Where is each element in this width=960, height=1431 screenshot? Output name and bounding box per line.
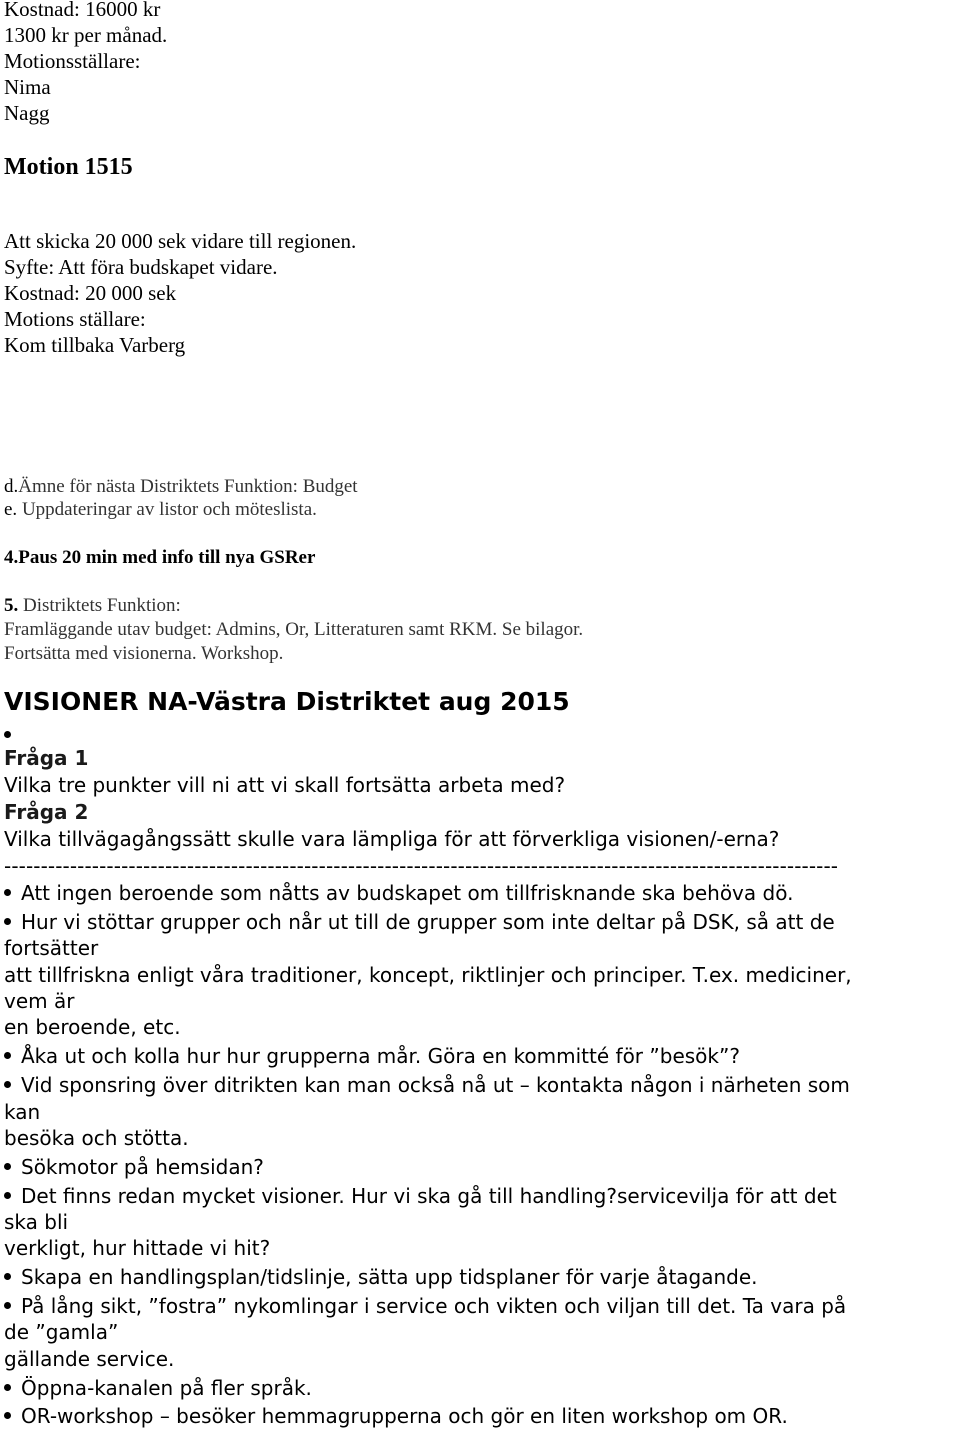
proposer-name-2: Nagg [4,101,50,125]
agenda-item-e-prefix: e. [4,499,18,520]
motion-line-1: Att skicka 20 000 sek vidare till regionen. [4,229,357,253]
list-item-continuation: en beroende, etc. [4,1015,181,1039]
agenda-item-d-text: Ämne för nästa Distriktets Funktion: Budget [18,476,358,497]
motion-proposer-label: Motionsställare: [4,49,141,73]
question-2-label: Fråga 2 [4,800,89,824]
list-item-continuation: vem är [4,989,75,1013]
list-item-continuation: de ”gamla” [4,1320,119,1344]
agenda-item-5-line-3: Fortsätta med visionerna. Workshop. [4,643,284,664]
list-item-continuation: verkligt, hur hittade vi hit? [4,1236,271,1260]
agenda-item-e-text: Uppdateringar av listor och möteslista. [17,499,317,520]
list-item [4,1183,837,1209]
list-item-text: Skapa en handlingsplan/tidslinje, sätta upp tidsplaner för varje åtagande. [21,1265,758,1289]
bullet-icon [4,1302,11,1309]
list-item-continuation: att tillfriskna enligt våra traditioner, koncept, riktlinjer och principer. T.ex. mediciner, [4,963,852,987]
list-item [4,1072,850,1098]
agenda-item-4: 4.Paus 20 min med info till nya GSRer [4,547,316,568]
monthly-line: 1300 kr per månad. [4,23,168,47]
bullet-icon [4,1273,11,1280]
list-item-text: Det finns redan mycket visioner. Hur vi ska gå till handling?servicevilja för att det [21,1184,837,1208]
proposer-name: Nima [4,75,51,99]
bullet-icon [4,1384,11,1391]
bullet-icon [4,1412,11,1419]
agenda-item-d-prefix: d. [4,476,19,497]
list-item-continuation: kan [4,1100,41,1124]
list-item-text: På lång sikt, ”fostra” nykomlingar i service och vikten och viljan till det. Ta vara på [21,1294,847,1318]
list-item [4,1403,788,1429]
list-item [4,1154,264,1180]
bullet-icon [4,1052,11,1059]
agenda-item-5-text: Distriktets Funktion: [18,595,181,616]
agenda-item-e [4,498,317,522]
motion-line-3: Kostnad: 20 000 sek [4,281,177,305]
list-item-text: Åka ut och kolla hur hur grupperna mår. Göra en kommitté för ”besök”? [21,1044,740,1068]
bullet-icon [4,918,11,925]
bullet-icon [4,1163,11,1170]
list-item [4,1375,312,1401]
bullet-icon [4,889,11,896]
question-2-text: Vilka tillvägagångssätt skulle vara lämpliga för att förverkliga visionen/-erna? [4,827,780,851]
agenda-item-5-line-2: Framläggande utav budget: Admins, Or, Litteraturen samt RKM. Se bilagor. [4,619,584,640]
list-item-text: Vid sponsring över ditrikten kan man också nå ut – kontakta någon i närheten som [21,1073,850,1097]
list-item-continuation: gällande service. [4,1347,175,1371]
agenda-item-d [4,475,358,499]
list-item-text: Sökmotor på hemsidan? [21,1155,264,1179]
list-item [4,880,793,906]
list-item-text: Att ingen beroende som nåtts av budskapet om tillfrisknande ska behöva dö. [21,881,794,905]
question-1-text: Vilka tre punkter vill ni att vi skall fortsätta arbeta med? [4,773,566,797]
divider-dashes: ------------------------------------------------------------------------------------------------------------------ [4,856,839,876]
list-item [4,1293,846,1319]
list-item-text: OR-workshop – besöker hemmagrupperna och gör en liten workshop om OR. [21,1404,788,1428]
cost-line: Kostnad: 16000 kr [4,0,161,21]
bullet-icon [4,1081,11,1088]
motion-line-4: Motions ställare: [4,307,146,331]
list-item [4,1264,758,1290]
list-item-text: Hur vi stöttar grupper och når ut till de grupper som inte deltar på DSK, så att de [21,910,835,934]
list-item [4,909,835,935]
list-item [4,1043,740,1069]
bullet-icon [4,731,11,738]
motion-title: Motion 1515 [4,154,133,180]
list-item-continuation: fortsätter [4,936,99,960]
bullet-icon [4,1192,11,1199]
list-item-continuation: besöka och stötta. [4,1126,189,1150]
agenda-item-5 [4,594,181,618]
agenda-item-5-prefix: 5. [4,595,19,616]
list-item-text: Öppna-kanalen på fler språk. [21,1376,312,1400]
motion-line-2: Syfte: Att föra budskapet vidare. [4,255,278,279]
motion-line-5: Kom tillbaka Varberg [4,333,186,357]
list-item-continuation: ska bli [4,1210,69,1234]
visioner-heading: VISIONER NA-Västra Distriktet aug 2015 [4,687,570,716]
question-1-label: Fråga 1 [4,746,89,770]
